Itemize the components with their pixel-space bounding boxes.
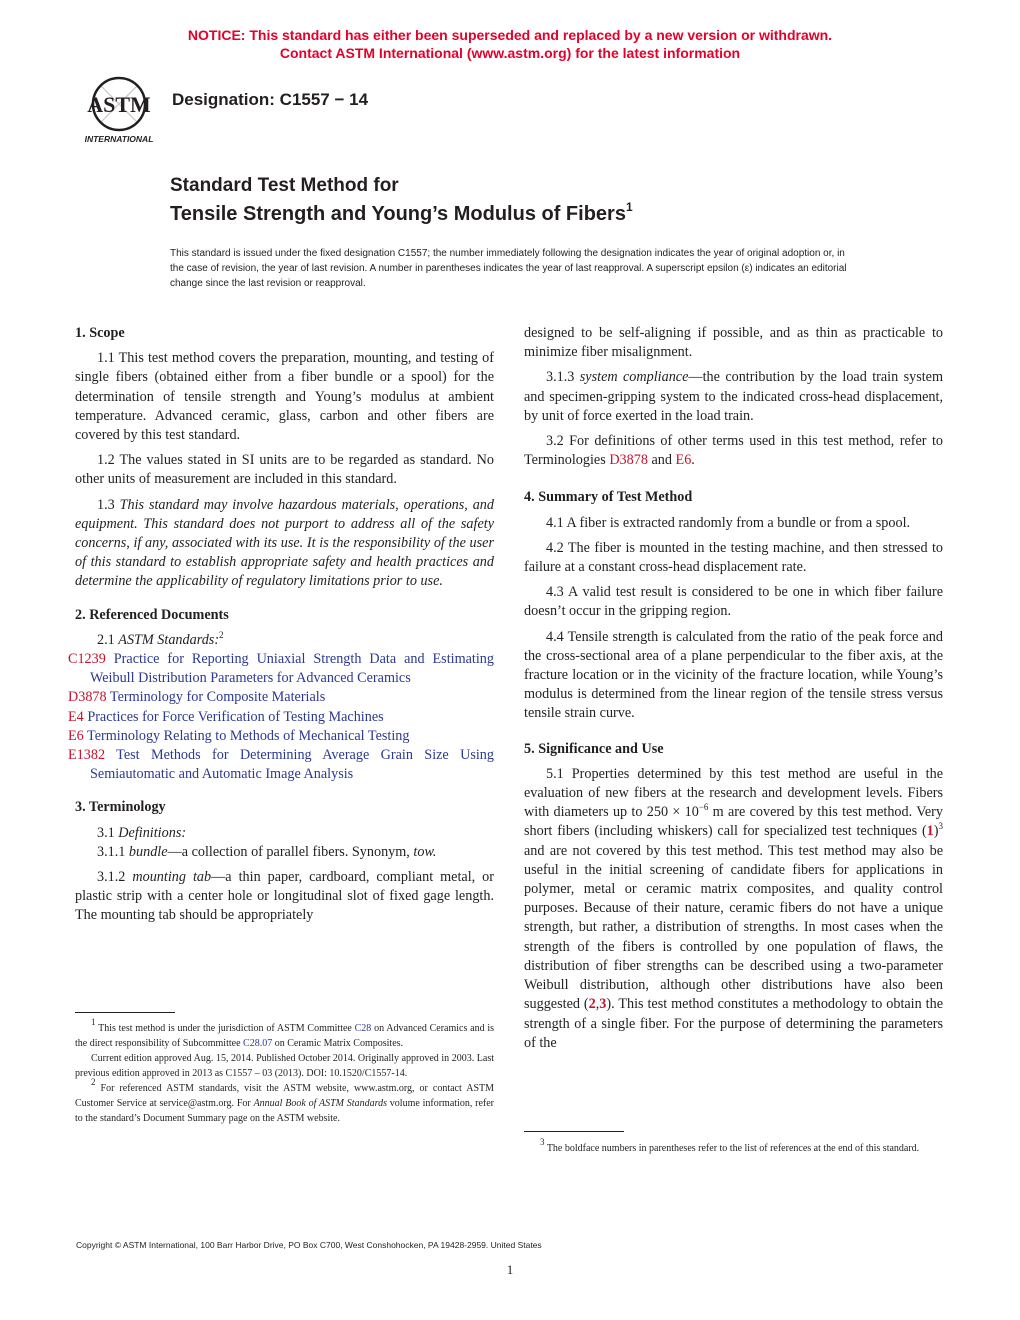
para-3-1-2	[75, 868, 494, 926]
copyright: Copyright © ASTM International, 100 Barr Harbor Drive, PO Box C700, West Conshohocken, PA 19428-2959. United States	[76, 1240, 542, 1250]
footnote-1-c: on Ceramic Matrix Composites.	[272, 1038, 404, 1049]
para-5-1	[524, 765, 943, 1053]
term-mounting-tab: mounting tab	[132, 869, 212, 886]
para-2-1-num: 2.1	[97, 631, 119, 648]
ref-link-e6[interactable]: E6	[68, 727, 84, 744]
footnote-1-mark: 1	[91, 1017, 96, 1027]
link-c28[interactable]: C28	[354, 1023, 372, 1034]
para-3-2-and: and	[647, 452, 676, 469]
para-2-1-sup: 2	[219, 629, 224, 640]
para-4-3: 4.3 A valid test result is considered to be one in which fiber failure doesn’t occur in the gripping region.	[524, 584, 943, 620]
ref-e1382	[53, 746, 494, 784]
para-5-1-b: m are covered by this test method. Very short fibers (including whiskers) call for specialized test techniques (	[524, 804, 943, 840]
astm-logo	[76, 76, 162, 146]
logo-text: INTERNATIONAL	[84, 134, 154, 144]
designation: Designation: C1557 − 14	[172, 90, 369, 109]
para-3-1-1-num: 3.1.1	[97, 843, 129, 860]
footnote-1-b: on Advanced Ceramics and is the direct responsibility of Subcommittee	[75, 1023, 495, 1049]
para-2-1-text: ASTM Standards:	[118, 631, 220, 648]
title-line-1: Standard Test Method for	[170, 175, 399, 196]
section-heading-scope: 1. Scope	[75, 325, 125, 341]
para-5-1-comma: ,	[595, 996, 600, 1013]
term-tow: tow.	[413, 843, 437, 860]
title-line-2	[170, 200, 633, 226]
para-3-1-3-text: —the contribution by the load train system and specimen-gripping system to the indicated cross-head displacement, by unit of force exerted in the load train.	[524, 369, 944, 424]
footnote-2-a: For referenced ASTM standards, visit the ASTM website, www.astm.org, or contact ASTM Customer Service at service@astm.org. For	[75, 1083, 494, 1109]
para-3-1-1	[75, 843, 494, 862]
ref-title-c1239[interactable]: Practice for Reporting Uniaxial Strength Data and Estimating Weibull Distribution Parameters for Advanced Ceramics	[90, 651, 494, 687]
ref-link-e4[interactable]: E4	[68, 708, 84, 725]
link-e6[interactable]: E6	[675, 452, 692, 469]
para-1-2: 1.2 The values stated in SI units are to be regarded as standard. No other units of measurement are included in this standard.	[75, 452, 494, 488]
right-column	[524, 324, 943, 1059]
ref-title-e4[interactable]: Practices for Force Verification of Testing Machines	[83, 708, 384, 725]
footnote-1-a: This test method is under the jurisdiction of ASTM Committee	[95, 1023, 355, 1034]
term-bundle: bundle	[128, 843, 168, 860]
para-4-4: 4.4 Tensile strength is calculated from the ratio of the peak force and the cross-sectional area of a plane perpendicular to the fiber axis, at the fracture location or in the vicinity of the fracture location, while Young’s modulus is determined from the linear region of the tensile stress versus tensile strain curve.	[524, 628, 943, 722]
footnote-3	[524, 1137, 943, 1156]
ref-link-c1239[interactable]: C1239	[68, 651, 106, 668]
para-5-1-exp: −6	[698, 802, 709, 813]
supersede-notice	[0, 26, 1020, 62]
para-1-3	[75, 496, 494, 592]
para-3-2	[524, 432, 943, 470]
para-5-1-sup3: 3	[938, 821, 943, 832]
left-column	[68, 324, 495, 932]
ref-d3878	[53, 688, 494, 707]
section-heading-terminology: 3. Terminology	[75, 799, 166, 816]
ref-title-e1382[interactable]: Test Methods for Determining Average Grain Size Using Semiautomatic and Automatic Image Analysis	[90, 747, 494, 783]
footnote-3-mark: 3	[540, 1137, 545, 1147]
para-3-2-text: 3.2 For definitions of other terms used in this test method, refer to Terminologies	[524, 433, 943, 469]
section-heading-referenced: 2. Referenced Documents	[75, 606, 229, 623]
para-3-2-end: .	[691, 452, 695, 469]
term-system-compliance: system compliance	[579, 369, 689, 386]
para-3-1-2-text: —a thin paper, cardboard, compliant metal, or plastic strip with a center hole or longitudinal slot of fixed gage length. The mounting tab should be appropriately	[75, 869, 495, 924]
para-5-1-c: )	[933, 823, 939, 840]
footnotes-right	[524, 1137, 943, 1156]
section-heading-summary: 4. Summary of Test Method	[524, 489, 693, 506]
para-3-1-2-num: 3.1.2	[97, 869, 133, 886]
link-d3878[interactable]: D3878	[609, 452, 648, 469]
para-5-1-e: ). This test method constitutes a methodology to obtain the strength of a single fiber. For the purpose of determining the parameters of the	[524, 996, 943, 1051]
section-heading-significance: 5. Significance and Use	[524, 740, 664, 757]
para-3-1-num: 3.1	[97, 824, 119, 841]
para-1-1: 1.1 This test method covers the preparation, mounting, and testing of single fibers (obtained either from a fiber bundle or a spool) for the determination of tensile strength and Young’s modulus at ambient temperature. Advanced ceramic, glass, carbon and other fibers are covered by this test standard.	[75, 350, 494, 444]
para-3-1-2-cont: designed to be self-aligning if possible, and as thin as practicable to minimize fiber misalignment.	[524, 325, 943, 361]
footnote-2	[75, 1077, 494, 1126]
cite-2[interactable]: 2	[588, 996, 596, 1013]
issued-note: This standard is issued under the fixed designation C1557; the number immediately following the designation indicates the year of original adoption or, in the case of revision, the year of last revision. A number in parentheses indicates the year of last reapproval. A superscript epsilon (ε) indicates an editorial change since the last revision or reapproval.	[170, 248, 847, 289]
ref-c1239	[53, 650, 494, 688]
footnote-2-mark: 2	[91, 1077, 96, 1087]
para-5-1-a: 5.1 Properties determined by this test method are useful in the evaluation of new fibers at the research and development levels. Fibers with diameters up to 250 × 10	[524, 765, 943, 821]
para-3-1-text: Definitions:	[118, 824, 187, 841]
title-footnote-mark: 1	[625, 200, 633, 214]
cite-1[interactable]: 1	[926, 823, 934, 840]
para-3-1	[75, 824, 494, 843]
para-3-1-3	[524, 368, 943, 426]
para-5-1-d: and are not covered by this test method. This test method may also be useful in the initial screening of candidate fibers for applications in polymer, metal or ceramic matrix composites, and quality control purposes. Because of their nature, ceramic fibers do not have a unique strength, but rather, a distribution of strengths. In most cases when the strength of the fibers is controlled by one population of flaws, the distribution of fiber strengths can be described using a two-parameter Weibull distribution, although other distributions have also been suggested (	[524, 842, 943, 1013]
logo-mark: ASTM	[87, 92, 151, 117]
notice-line-1: NOTICE: This standard has either been superseded and replaced by a new version or withdrawn.	[187, 27, 833, 43]
para-4-1: 4.1 A fiber is extracted randomly from a bundle or from a spool.	[546, 514, 911, 531]
ref-link-e1382[interactable]: E1382	[68, 747, 106, 764]
title-text: Tensile Strength and Young’s Modulus of Fibers	[170, 203, 626, 225]
footnote-rule-left	[75, 1012, 175, 1013]
footnote-1-p2: Current edition approved Aug. 15, 2014. Published October 2014. Originally approved in 2003. Last previous edition approved in 2013 as C1557 – 03 (2013). DOI: 10.1520/C1557-14.	[75, 1053, 494, 1079]
para-1-3-num: 1.3	[97, 496, 120, 513]
link-c28-07[interactable]: C28.07	[243, 1038, 273, 1049]
footnote-2-ital: Annual Book of ASTM Standards	[253, 1098, 387, 1109]
ref-e6	[53, 727, 494, 746]
para-1-3-text: This standard may involve hazardous materials, operations, and equipment. This standard does not purport to address all of the safety concerns, if any, associated with its use. It is the responsibility of the user of this standard to establish appropriate safety and health practices and determine the applicability of regulatory limitations prior to use.	[75, 496, 494, 590]
para-4-2: 4.2 The fiber is mounted in the testing machine, and then stressed to failure at a constant cross-head displacement rate.	[524, 539, 943, 576]
para-3-1-1-text: —a collection of parallel fibers. Synonym,	[167, 843, 414, 860]
footnote-rule-right	[524, 1131, 624, 1132]
ref-title-d3878[interactable]: Terminology for Composite Materials	[106, 689, 326, 706]
footnote-3-text: The boldface numbers in parentheses refer to the list of references at the end of this standard.	[544, 1143, 920, 1154]
footnotes-left	[75, 1017, 495, 1126]
cite-3[interactable]: 3	[599, 996, 607, 1013]
page-number: 1	[506, 1262, 514, 1277]
ref-link-d3878[interactable]: D3878	[68, 689, 107, 706]
notice-line-2: Contact ASTM International (www.astm.org) for the latest information	[279, 45, 741, 61]
footnote-1	[75, 1017, 495, 1051]
ref-title-e6[interactable]: Terminology Relating to Methods of Mechanical Testing	[83, 727, 410, 744]
ref-e4	[53, 708, 494, 727]
footnote-2-b: volume information, refer to the standard’s Document Summary page on the ASTM website.	[75, 1098, 494, 1124]
para-2-1	[75, 631, 494, 650]
para-3-1-3-num: 3.1.3	[546, 369, 580, 386]
